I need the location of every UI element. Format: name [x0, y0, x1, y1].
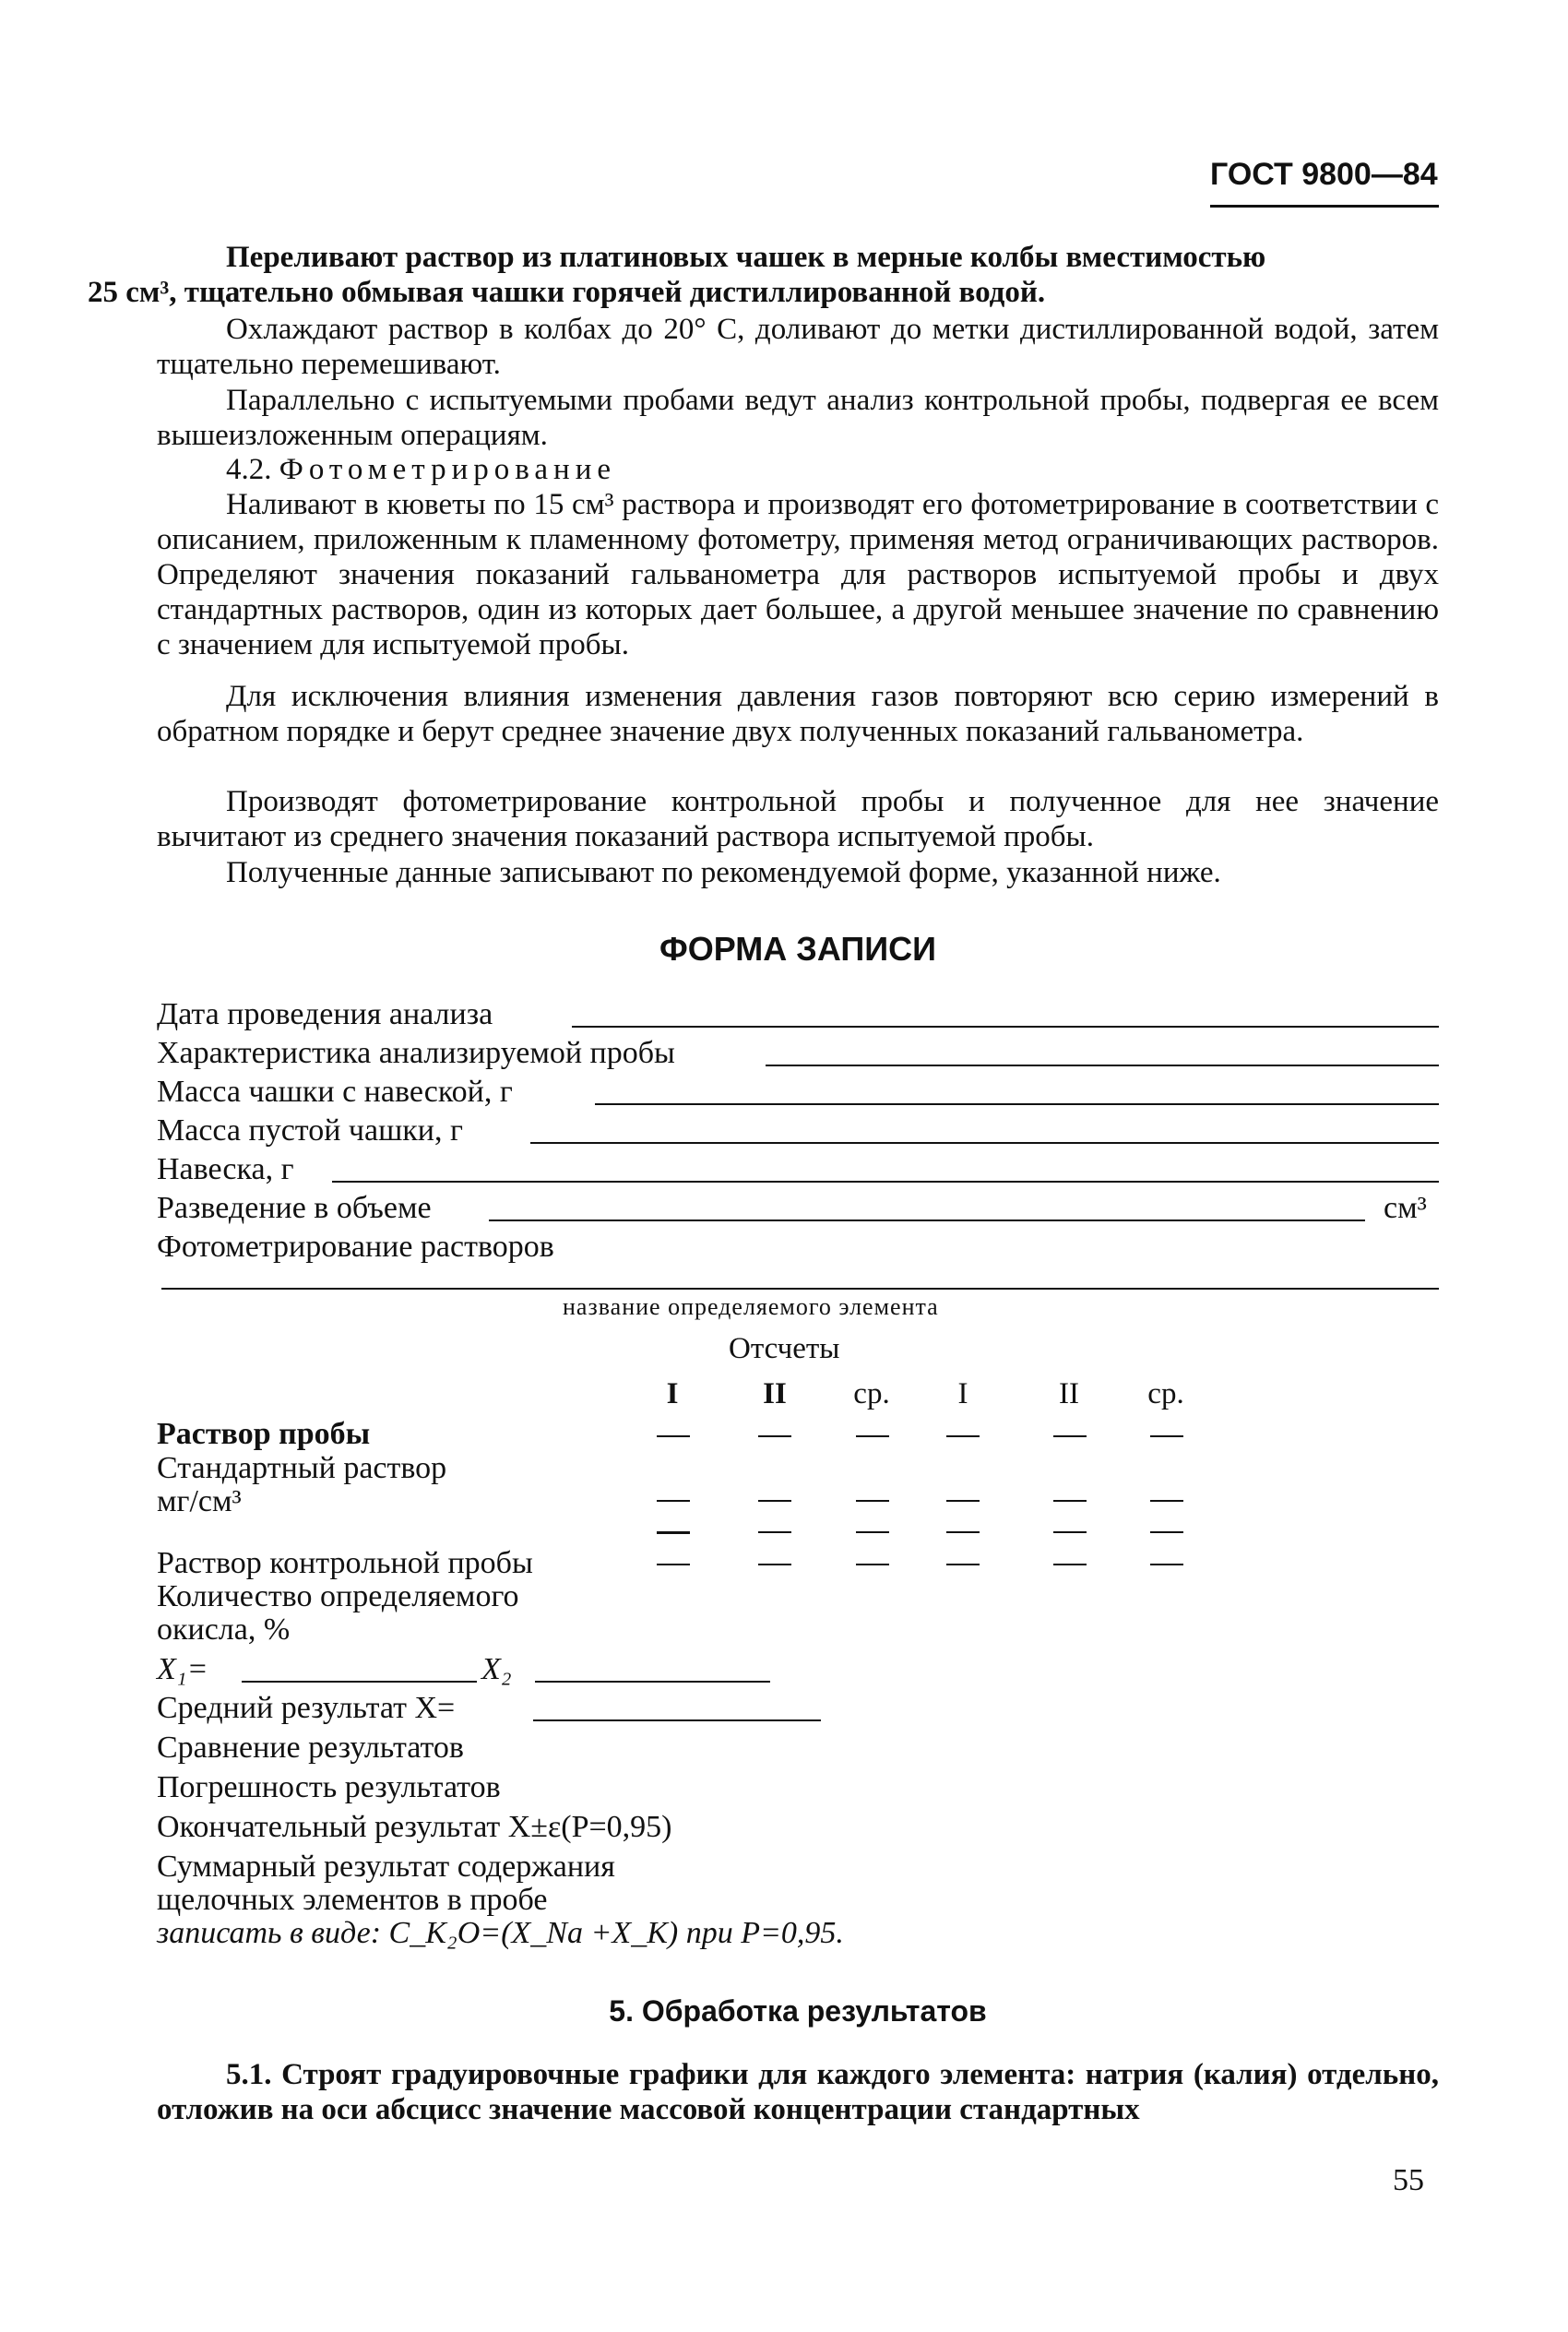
blank-standard-a-1[interactable] — [657, 1500, 690, 1502]
x2-field[interactable] — [535, 1681, 770, 1683]
blank-control-4[interactable] — [946, 1564, 980, 1565]
header-rule — [1210, 205, 1439, 208]
x1-label: X₁= — [157, 1652, 208, 1686]
blank-sample-3[interactable] — [856, 1435, 889, 1437]
total-result-line-3: записать в виде: C_K₂O=(X_Na +X_K) при P=0,95. — [157, 1916, 844, 1950]
sample-characteristic-field[interactable] — [766, 1065, 1439, 1066]
element-name-field[interactable] — [161, 1288, 1439, 1290]
blank-sample-2[interactable] — [758, 1435, 791, 1437]
section-4-2-heading — [157, 452, 1439, 487]
section-4-2-number: 4.2. — [226, 453, 272, 486]
mean-result-label: Средний результат X= — [157, 1691, 456, 1725]
blank-control-5[interactable] — [1053, 1564, 1087, 1565]
paragraph-1-line-2: 25 см³, тщательно обмывая чашки горячей дистиллированной водой. — [88, 276, 1046, 309]
blank-control-1[interactable] — [657, 1564, 690, 1565]
row-sample-solution: Раствор пробы — [157, 1417, 371, 1451]
paragraph-1 — [88, 240, 1439, 310]
blank-standard-b-2[interactable] — [758, 1531, 791, 1533]
photometry-label: Фотометрирование растворов — [157, 1230, 554, 1264]
blank-control-6[interactable] — [1150, 1564, 1183, 1565]
dilution-unit: см³ — [1384, 1191, 1427, 1225]
blank-sample-6[interactable] — [1150, 1435, 1183, 1437]
date-label: Дата проведения анализа — [157, 997, 493, 1031]
blank-standard-b-1[interactable] — [657, 1531, 690, 1534]
paragraph-1-line-1: Переливают раствор из платиновых чашек в мерные колбы вместимостью — [226, 241, 1266, 274]
mass-empty-cup-label: Масса пустой чашки, г — [157, 1113, 463, 1148]
column-5: II — [1059, 1377, 1079, 1410]
blank-standard-b-5[interactable] — [1053, 1531, 1087, 1533]
mean-result-field[interactable] — [533, 1719, 821, 1721]
blank-sample-4[interactable] — [946, 1435, 980, 1437]
blank-control-3[interactable] — [856, 1564, 889, 1565]
blank-standard-a-5[interactable] — [1053, 1500, 1087, 1502]
row-quantity-1: Количество определяемого — [157, 1579, 519, 1613]
blank-standard-b-6[interactable] — [1150, 1531, 1183, 1533]
row-control-solution: Раствор контрольной пробы — [157, 1546, 533, 1580]
weight-label: Навеска, г — [157, 1152, 294, 1186]
total-result-line-1: Суммарный результат содержания — [157, 1850, 615, 1884]
blank-sample-5[interactable] — [1053, 1435, 1087, 1437]
dilution-field[interactable] — [489, 1220, 1365, 1221]
blank-standard-a-4[interactable] — [946, 1500, 980, 1502]
page-number: 55 — [1393, 2163, 1424, 2197]
blank-standard-b-4[interactable] — [946, 1531, 980, 1533]
mass-cup-sample-label: Масса чашки с навеской, г — [157, 1075, 513, 1109]
paragraph-5: Для исключения влияния изменения давления газов повторяют всю серию измерений в обратном порядке и берут среднее значение двух полученных показаний гальванометра. — [157, 680, 1439, 748]
final-result-label: Окончательный результат X±ε(P=0,95) — [157, 1810, 672, 1844]
section-5-title: 5. Обработка результатов — [609, 1994, 987, 2028]
weight-field[interactable] — [332, 1181, 1439, 1183]
blank-standard-b-3[interactable] — [856, 1531, 889, 1533]
section-4-2-title: Фотометрирование — [279, 453, 617, 486]
column-4: I — [957, 1377, 968, 1410]
readings-label: Отсчеты — [729, 1332, 840, 1365]
blank-standard-a-2[interactable] — [758, 1500, 791, 1502]
column-1: I — [666, 1377, 679, 1410]
section-5-paragraph-1: 5.1. Строят градуировочные графики для каждого элемента: натрия (калия) отдельно, отложив на оси абсцисс значение массовой концентрации стандартных — [157, 2058, 1439, 2126]
column-3: ср. — [853, 1377, 890, 1410]
form-title: ФОРМА ЗАПИСИ — [659, 930, 936, 968]
sample-characteristic-label: Характеристика анализируемой пробы — [157, 1036, 675, 1070]
element-caption: название определяемого элемента — [563, 1293, 939, 1320]
error-label: Погрешность результатов — [157, 1770, 501, 1804]
blank-sample-1[interactable] — [657, 1435, 690, 1437]
total-result-line-2: щелочных элементов в пробе — [157, 1883, 548, 1917]
paragraph-3: Параллельно с испытуемыми пробами ведут анализ контрольной пробы, подвергая ее всем вышеизложенным операциям. — [157, 384, 1439, 452]
x2-label: X₂ — [481, 1652, 512, 1686]
blank-standard-a-3[interactable] — [856, 1500, 889, 1502]
paragraph-4: Наливают в кюветы по 15 см³ раствора и производят его фотометрирование в соответствии с описанием, приложенным к пламенному фотометру, применяя метод ограничивающих растворов. Определяют значения показаний гальванометра для растворов испытуемой пробы и двух стандартных растворов, один из которых дает большее, а другой меньшее значение по сравнению с значением для испытуемой пробы. — [157, 488, 1439, 661]
mass-empty-cup-field[interactable] — [530, 1142, 1439, 1144]
column-2: II — [763, 1377, 787, 1410]
row-quantity-2: окисла, % — [157, 1612, 291, 1647]
blank-standard-a-6[interactable] — [1150, 1500, 1183, 1502]
dilution-label: Разведение в объеме — [157, 1191, 432, 1225]
paragraph-2: Охлаждают раствор в колбах до 20° С, доливают до метки дистиллированной водой, затем тщательно перемешивают. — [157, 313, 1439, 381]
column-6: ср. — [1147, 1377, 1184, 1410]
blank-control-2[interactable] — [758, 1564, 791, 1565]
standard-number: ГОСТ 9800—84 — [1210, 157, 1438, 192]
row-standard-solution: Стандартный раствор — [157, 1451, 447, 1485]
comparison-label: Сравнение результатов — [157, 1731, 464, 1765]
x1-field[interactable] — [242, 1681, 477, 1683]
date-field[interactable] — [572, 1026, 1439, 1028]
row-standard-unit: мг/см³ — [157, 1484, 242, 1518]
paragraph-6: Производят фотометрирование контрольной пробы и полученное для нее значение вычитают из среднего значения показаний раствора испытуемой пробы. — [157, 785, 1439, 853]
paragraph-7: Полученные данные записывают по рекомендуемой форме, указанной ниже. — [226, 856, 1221, 889]
mass-cup-sample-field[interactable] — [595, 1103, 1439, 1105]
